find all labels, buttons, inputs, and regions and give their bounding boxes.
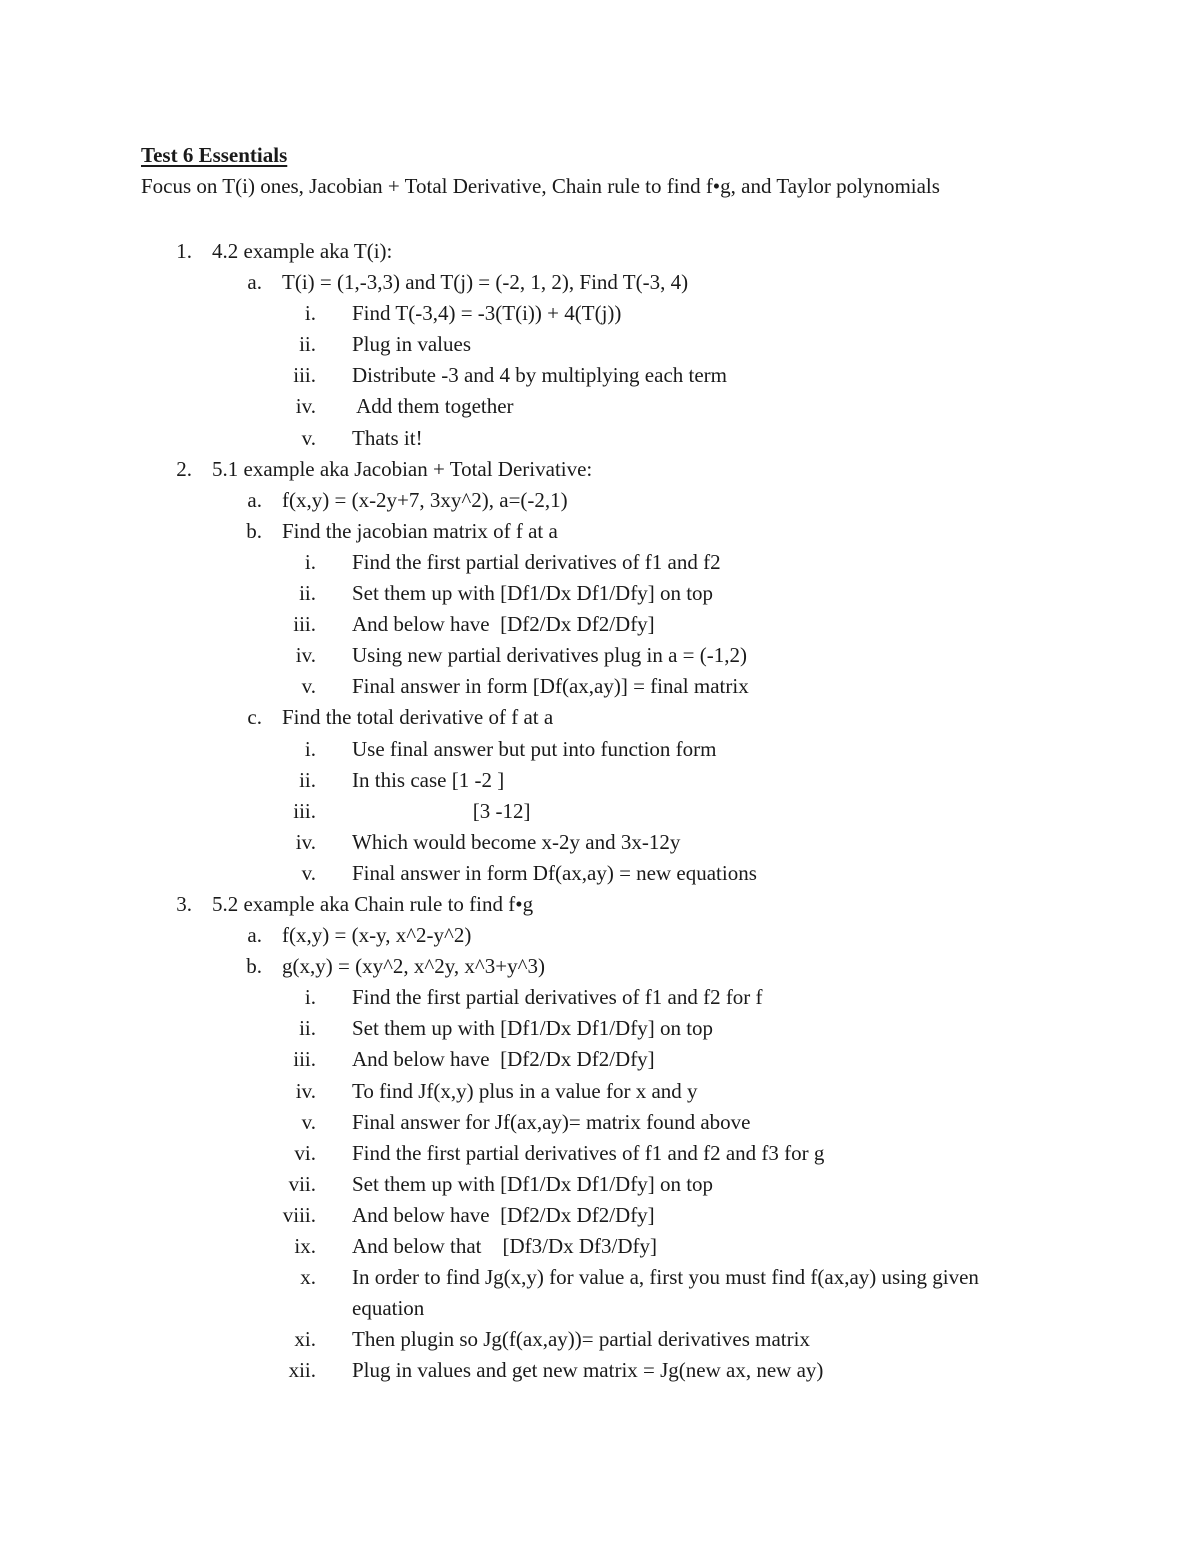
outline-item-marker: iii. [293,612,316,637]
outline-item-text: equation [352,1296,425,1321]
outline-item-marker: a. [247,487,262,512]
outline-item-text: Use final answer but put into function form [352,736,717,761]
outline-item [0,298,1200,329]
outline-item-marker: i. [304,549,316,574]
outline-item [0,236,1200,267]
outline-item-text: Set them up with [Df1/Dx Df1/Dfy] on top [352,1171,714,1196]
outline-item-text: Using new partial derivatives plug in a = (-1,2) [352,643,747,668]
outline-item [0,609,1200,640]
outline-item-text: In this case [1 -2 ] [352,767,505,792]
outline-item-text: 5.2 example aka Chain rule to find f•g [212,891,534,916]
outline-item-marker: ii. [299,767,316,792]
outline-item-marker: i. [304,736,316,761]
outline-item-marker: vi. [294,1140,316,1165]
outline-item [0,734,1200,765]
outline-item-text: And below that [Df3/Dx Df3/Dfy] [352,1234,658,1258]
outline-item-marker: v. [301,674,316,699]
outline-item-text: Plug in values and get new matrix = Jg(new ax, new ay) [352,1358,824,1383]
outline-item-marker: ii. [299,581,316,606]
outline-item [0,765,1200,796]
outline-item [0,547,1200,578]
outline-item-text: Add them together [352,394,514,419]
outline-item-text: Find the first partial derivatives of f1 and f2 and f3 for g [352,1140,825,1165]
outline-item-marker: 3. [176,891,192,916]
outline-item-marker: i. [304,301,316,326]
outline-item-text: Set them up with [Df1/Dx Df1/Dfy] on top [352,581,714,606]
outline-item [0,1013,1200,1044]
outline-item [0,920,1200,951]
outline-item [0,1324,1200,1355]
outline-item-text: Final answer in form Df(ax,ay) = new equations [352,860,757,885]
outline-item [0,267,1200,298]
outline-item [0,1293,1200,1324]
outline-item-marker: iii. [293,363,316,388]
outline-item-text: Find the total derivative of f at a [282,705,554,730]
outline-item [0,640,1200,671]
outline-item [0,1044,1200,1075]
outline-item-marker: iv. [295,394,316,419]
outline-item-marker: xi. [294,1327,316,1352]
outline-item-marker: iv. [295,1078,316,1103]
outline-item-marker: vii. [288,1171,316,1196]
outline-item-marker: a. [247,270,262,295]
document-title: Test 6 Essentials [141,143,288,167]
outline-item [0,1262,1200,1293]
outline-item-text: Final answer in form [Df(ax,ay)] = final matrix [352,674,749,699]
outline-item-marker: x. [300,1265,316,1290]
outline-item-text: 4.2 example aka T(i): [212,239,393,263]
outline-item [0,391,1200,422]
outline-item [0,360,1200,391]
outline-item [0,889,1200,920]
outline-item-marker: ii. [299,332,316,357]
outline-item [0,516,1200,547]
outline-item-marker: 2. [176,456,192,481]
outline-item [0,702,1200,733]
outline-item-marker: iii. [293,798,316,823]
outline-list [0,236,1200,1386]
outline-item-marker: ix. [294,1234,316,1258]
outline-item-marker: c. [247,705,262,730]
outline-item-text: T(i) = (1,-3,3) and T(j) = (-2, 1, 2), Find T(-3, 4) [282,270,689,295]
outline-item-text: Find the first partial derivatives of f1 and f2 for f [352,985,763,1010]
outline-item [0,485,1200,516]
outline-item [0,423,1200,454]
outline-item [0,1200,1200,1231]
outline-item-text: 5.1 example aka Jacobian + Total Derivative: [212,456,593,481]
outline-item-text: Final answer for Jf(ax,ay)= matrix found above [352,1109,751,1134]
outline-item [0,1169,1200,1200]
outline-item-text: f(x,y) = (x-2y+7, 3xy^2), a=(-2,1) [282,487,568,512]
outline-item-marker: iii. [293,1047,316,1072]
outline-item [0,827,1200,858]
outline-item-marker: v. [301,1109,316,1134]
outline-item-marker: ii. [299,1016,316,1041]
outline-item-marker: iv. [295,829,316,854]
outline-item-text: Which would become x-2y and 3x-12y [352,829,681,854]
outline-item-text: Then plugin so Jg(f(ax,ay))= partial derivatives matrix [352,1327,810,1352]
outline-item [0,796,1200,827]
outline-item-marker: b. [246,518,262,543]
document-subtitle: Focus on T(i) ones, Jacobian + Total Derivative, Chain rule to find f•g, and Taylor polynomials [141,174,940,198]
outline-item-text: And below have [Df2/Dx Df2/Dfy] [352,612,655,637]
outline-item [0,578,1200,609]
outline-item-text: In order to find Jg(x,y) for value a, first you must find f(ax,ay) using given [352,1265,979,1290]
outline-item-marker: v. [301,860,316,885]
outline-item-marker: 1. [176,239,192,263]
outline-item-text: And below have [Df2/Dx Df2/Dfy] [352,1047,655,1072]
outline-item-marker: i. [304,985,316,1010]
outline-item-marker: b. [246,954,262,979]
outline-item [0,982,1200,1013]
outline-item [0,1355,1200,1386]
outline-item-text: Distribute -3 and 4 by multiplying each term [352,363,728,388]
outline-item-marker: a. [247,923,262,948]
outline-item [0,454,1200,485]
outline-item [0,329,1200,360]
outline-item [0,671,1200,702]
outline-item [0,1231,1200,1262]
outline-item-text: Find T(-3,4) = -3(T(i)) + 4(T(j)) [352,301,622,326]
outline-item-text: Find the first partial derivatives of f1 and f2 [352,549,721,574]
outline-item-marker: iv. [295,643,316,668]
outline-item-text: Thats it! [352,425,423,450]
outline-item-text: And below have [Df2/Dx Df2/Dfy] [352,1202,655,1227]
outline-item [0,1138,1200,1169]
outline-item-text: Plug in values [352,332,471,357]
outline-item-marker: xii. [288,1358,316,1383]
outline-item-text: Set them up with [Df1/Dx Df1/Dfy] on top [352,1016,714,1041]
outline-item [0,951,1200,982]
outline-item-text: g(x,y) = (xy^2, x^2y, x^3+y^3) [282,954,545,979]
outline-item [0,1076,1200,1107]
outline-item-text: f(x,y) = (x-y, x^2-y^2) [282,923,472,948]
outline-item-text: Find the jacobian matrix of f at a [282,518,558,543]
outline-item [0,1107,1200,1138]
outline-item [0,858,1200,889]
outline-item-text: [3 -12] [352,798,531,823]
outline-item-marker: v. [301,425,316,450]
outline-item-marker: viii. [282,1202,316,1227]
outline-item-text: To find Jf(x,y) plus in a value for x and y [352,1078,698,1103]
